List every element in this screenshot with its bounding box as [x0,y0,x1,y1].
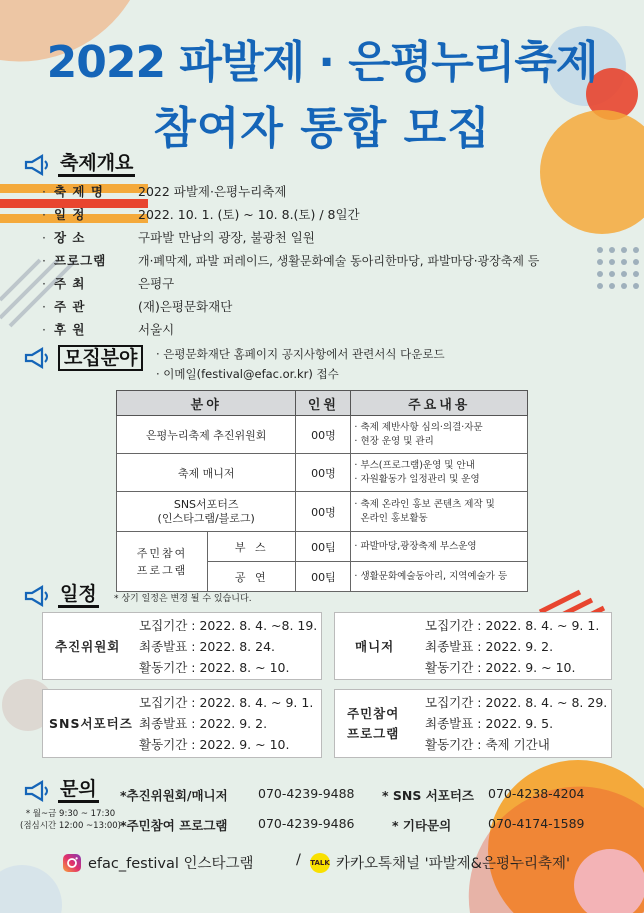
overview-row: · 축 제 명 2022 파발제·은평누리축제 [42,184,287,199]
megaphone-icon [22,780,52,802]
overview-row: · 프로그램 개·폐막제, 파발 퍼레이드, 생활문화예술 동아리한마당, 파발마당·광장축제 등 [42,253,540,268]
kakao-icon: TALK [310,853,330,873]
overview-row: · 일 정 2022. 10. 1. (토) ~ 10. 8.(토) / 8일간 [42,207,360,222]
table-row [117,454,528,492]
overview-title: 축제개요 [58,152,135,177]
contact-label: * 기타문의 [392,818,452,833]
table-row [117,532,528,562]
contact-phone[interactable]: 070-4239-9488 [258,786,355,801]
recruit-header [22,345,143,371]
recruit-title: 모집분야 [58,345,143,371]
table-cell: 00명 [296,416,351,454]
kakao-label: 카카오톡채널 '파발제&은평누리축제' [336,856,570,872]
inquiry-hours: * 월~금 9:30 ~ 17:30 (점심시간 12:00 ~13:00) [20,809,121,831]
contact-phone[interactable]: 070-4174-1589 [488,816,585,831]
title-line-2: 참여자 통합 모집 [153,103,491,154]
contact-label: * SNS 서포터즈 [382,788,475,803]
schedule-box [42,612,322,680]
overview-row: · 주 최 은평구 [42,276,175,291]
table-cell: 은평누리축제 추진위원회 [117,416,296,454]
recruit-note: · 이메일(festival@efac.or.kr) 접수 [156,367,339,381]
table-cell: 축제 매니저 [117,454,296,492]
table-cell: · 생활문화예술동아리, 지역예술가 등 [351,562,528,592]
overview-row: · 주 관 (재)은평문화재단 [42,299,233,314]
table-cell: 00팀 [296,532,351,562]
schedule-box-lines: 모집기간 : 2022. 8. 4. ~ 8. 29. 최종발표 : 2022. 9. 5. 활동기간 : 축제 기간내 [425,695,608,752]
overview-row: · 장 소 구파발 만남의 광장, 불광천 일원 [42,230,315,245]
table-header: 주요내용 [351,391,528,416]
table-cell: · 파발마당,광장축제 부스운영 [351,532,528,562]
instagram-link[interactable] [62,852,254,873]
inquiry-title: 문의 [58,778,99,803]
megaphone-icon [22,347,52,369]
schedule-box [42,689,322,758]
table-header: 분야 [117,391,296,416]
social-divider: / [296,852,301,868]
contact-phone[interactable]: 070-4238-4204 [488,786,585,801]
table-cell: 주민참여 프로그램 [117,532,208,592]
table-header-row [117,391,528,416]
table-cell: · 축제 온라인 홍보 콘텐츠 제작 및 온라인 홍보활동 [351,492,528,532]
title-line-1: 2022 파발제 · 은평누리축제 [46,37,598,88]
megaphone-icon [22,585,52,607]
schedule-box [334,689,612,758]
table-cell: · 부스(프로그램)운영 및 안내 · 자원활동가 일정관리 및 운영 [351,454,528,492]
recruit-table [116,390,528,592]
schedule-box-label: 추진위원회 [55,639,121,654]
schedule-box-label: SNS서포터즈 [49,716,133,731]
table-cell: 부 스 [208,532,296,562]
instagram-icon [62,853,82,873]
table-cell: 공 연 [208,562,296,592]
table-header: 인원 [296,391,351,416]
overview-header [22,152,135,177]
schedule-title: 일정 [58,583,99,608]
schedule-header [22,583,99,608]
table-row [117,492,528,532]
recruit-note: · 은평문화재단 홈페이지 공지사항에서 관련서식 다운로드 [156,347,445,361]
schedule-box-label: 주민참여 프로그램 [347,706,400,741]
table-cell: 00명 [296,454,351,492]
contact-label: *추진위원회/매니저 [120,788,228,803]
schedule-box-label: 매니저 [355,639,395,654]
schedule-box [334,612,612,680]
table-cell: 00명 [296,492,351,532]
instagram-label: efac_festival 인스타그램 [88,856,254,872]
schedule-box-lines: 모집기간 : 2022. 8. 4. ~ 9. 1. 최종발표 : 2022. 9. 2. 활동기간 : 2022. 9. ~ 10. [425,618,600,675]
table-cell: 00팀 [296,562,351,592]
table-cell: SNS서포터즈 (인스타그램/블로그) [117,492,296,532]
kakao-link[interactable] [310,852,570,873]
contact-label: *주민참여 프로그램 [120,818,228,833]
schedule-box-lines: 모집기간 : 2022. 8. 4. ~8. 19. 최종발표 : 2022. 8. 24. 활동기간 : 2022. 8. ~ 10. [139,618,318,675]
table-cell: · 축제 제반사항 심의·의결·자문 · 현장 운영 및 관리 [351,416,528,454]
megaphone-icon [22,154,52,176]
schedule-box-lines: 모집기간 : 2022. 8. 4. ~ 9. 1. 최종발표 : 2022. 9. 2. 활동기간 : 2022. 9. ~ 10. [139,695,314,752]
table-row [117,416,528,454]
schedule-note: * 상기 일정은 변경 될 수 있습니다. [114,594,252,604]
overview-row: · 후 원 서울시 [42,322,175,337]
inquiry-header [22,778,99,803]
contact-phone[interactable]: 070-4239-9486 [258,816,355,831]
